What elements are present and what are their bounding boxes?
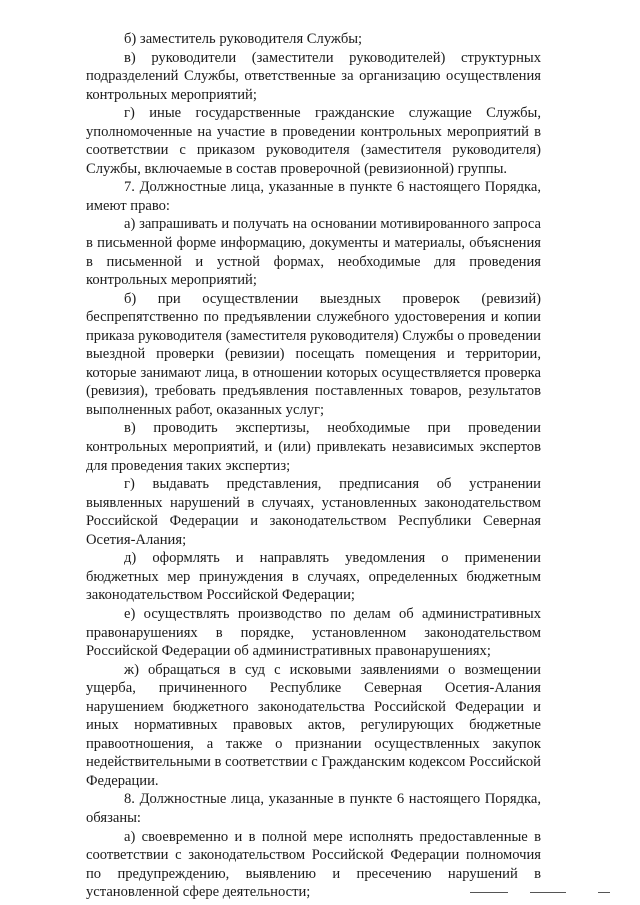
- footer-rule-1: [470, 892, 508, 893]
- footer-rule-2: [530, 892, 566, 893]
- paragraph-7a: а) запрашивать и получать на основании мотивированного запроса в письменной форме информацию, документы и материалы, объяснения в письменной и устной формах, необходимые для проведения контрольных мероприятий;: [86, 216, 541, 289]
- paragraph-7g: г) выдавать представления, предписания об устранении выявленных нарушений в случаях, установленных законодательством Российской Федерации и законодательством Республики Северная Осетия-Алания;: [86, 476, 541, 548]
- paragraph-7-heading: 7. Должностные лица, указанные в пункте 6 настоящего Порядка, имеют право:: [86, 179, 541, 214]
- paragraph-6b: б) заместитель руководителя Службы;: [124, 31, 363, 47]
- footer-rule-3: [598, 892, 610, 893]
- document-page: [86, 30, 541, 902]
- paragraph-7e: е) осуществлять производство по делам об административных правонарушениях в порядке, установленном законодательством Российской Федерации об административных правонарушениях;: [86, 605, 541, 660]
- paragraph-6g: г) иные государственные гражданские служащие Службы, уполномоченные на участие в проведении контрольных мероприятий в соответствии с приказом руководителя (заместителя руководителя) Службы, включаемые в состав проверочной (ревизионной) группы.: [86, 105, 541, 177]
- scan-footer-marks: [470, 892, 620, 898]
- paragraph-7b: б) при осуществлении выездных проверок (ревизий) беспрепятственно по предъявлении служебного удостоверения и копии приказа руководителя (заместителя руководителя) Службы о проведении выездной проверки (ревизии) посещать помещения и территории, которые занимают лица, в отношении которых осуществляется проверка (ревизия), требовать предъявления поставленных товаров, результатов выполненных работ, оказанных услуг;: [86, 290, 541, 418]
- paragraph-8a: а) своевременно и в полной мере исполнять предоставленные в соответствии с законодательством Российской Федерации полномочия по предупреждению, выявлению и пресечению нарушений в установленной сфере деятельности;: [86, 828, 541, 901]
- paragraph-7d: д) оформлять и направлять уведомления о применении бюджетных мер принуждения в случаях, определенных бюджетным законодательством Российской Федерации;: [86, 550, 541, 604]
- paragraph-8-heading: 8. Должностные лица, указанные в пункте 6 настоящего Порядка, обязаны:: [86, 791, 541, 826]
- paragraph-6v: в) руководители (заместители руководителей) структурных подразделений Службы, ответственные за организацию осуществления контрольных мероприятий;: [86, 49, 541, 103]
- paragraph-7v: в) проводить экспертизы, необходимые при проведении контрольных мероприятий, и (или) привлекать независимых экспертов для проведения таких экспертиз;: [86, 420, 541, 474]
- paragraph-7zh: ж) обращаться в суд с исковыми заявлениями о возмещении ущерба, причиненного Республике Северная Осетия-Алания нарушением бюджетного законодательства Российской Федерации и иных нормативных правовых актов, регулирующих бюджетные правоотношения, а также о признании осуществленных закупок недействительными в соответствии с Гражданским кодексом Российской Федерации.: [86, 661, 541, 789]
